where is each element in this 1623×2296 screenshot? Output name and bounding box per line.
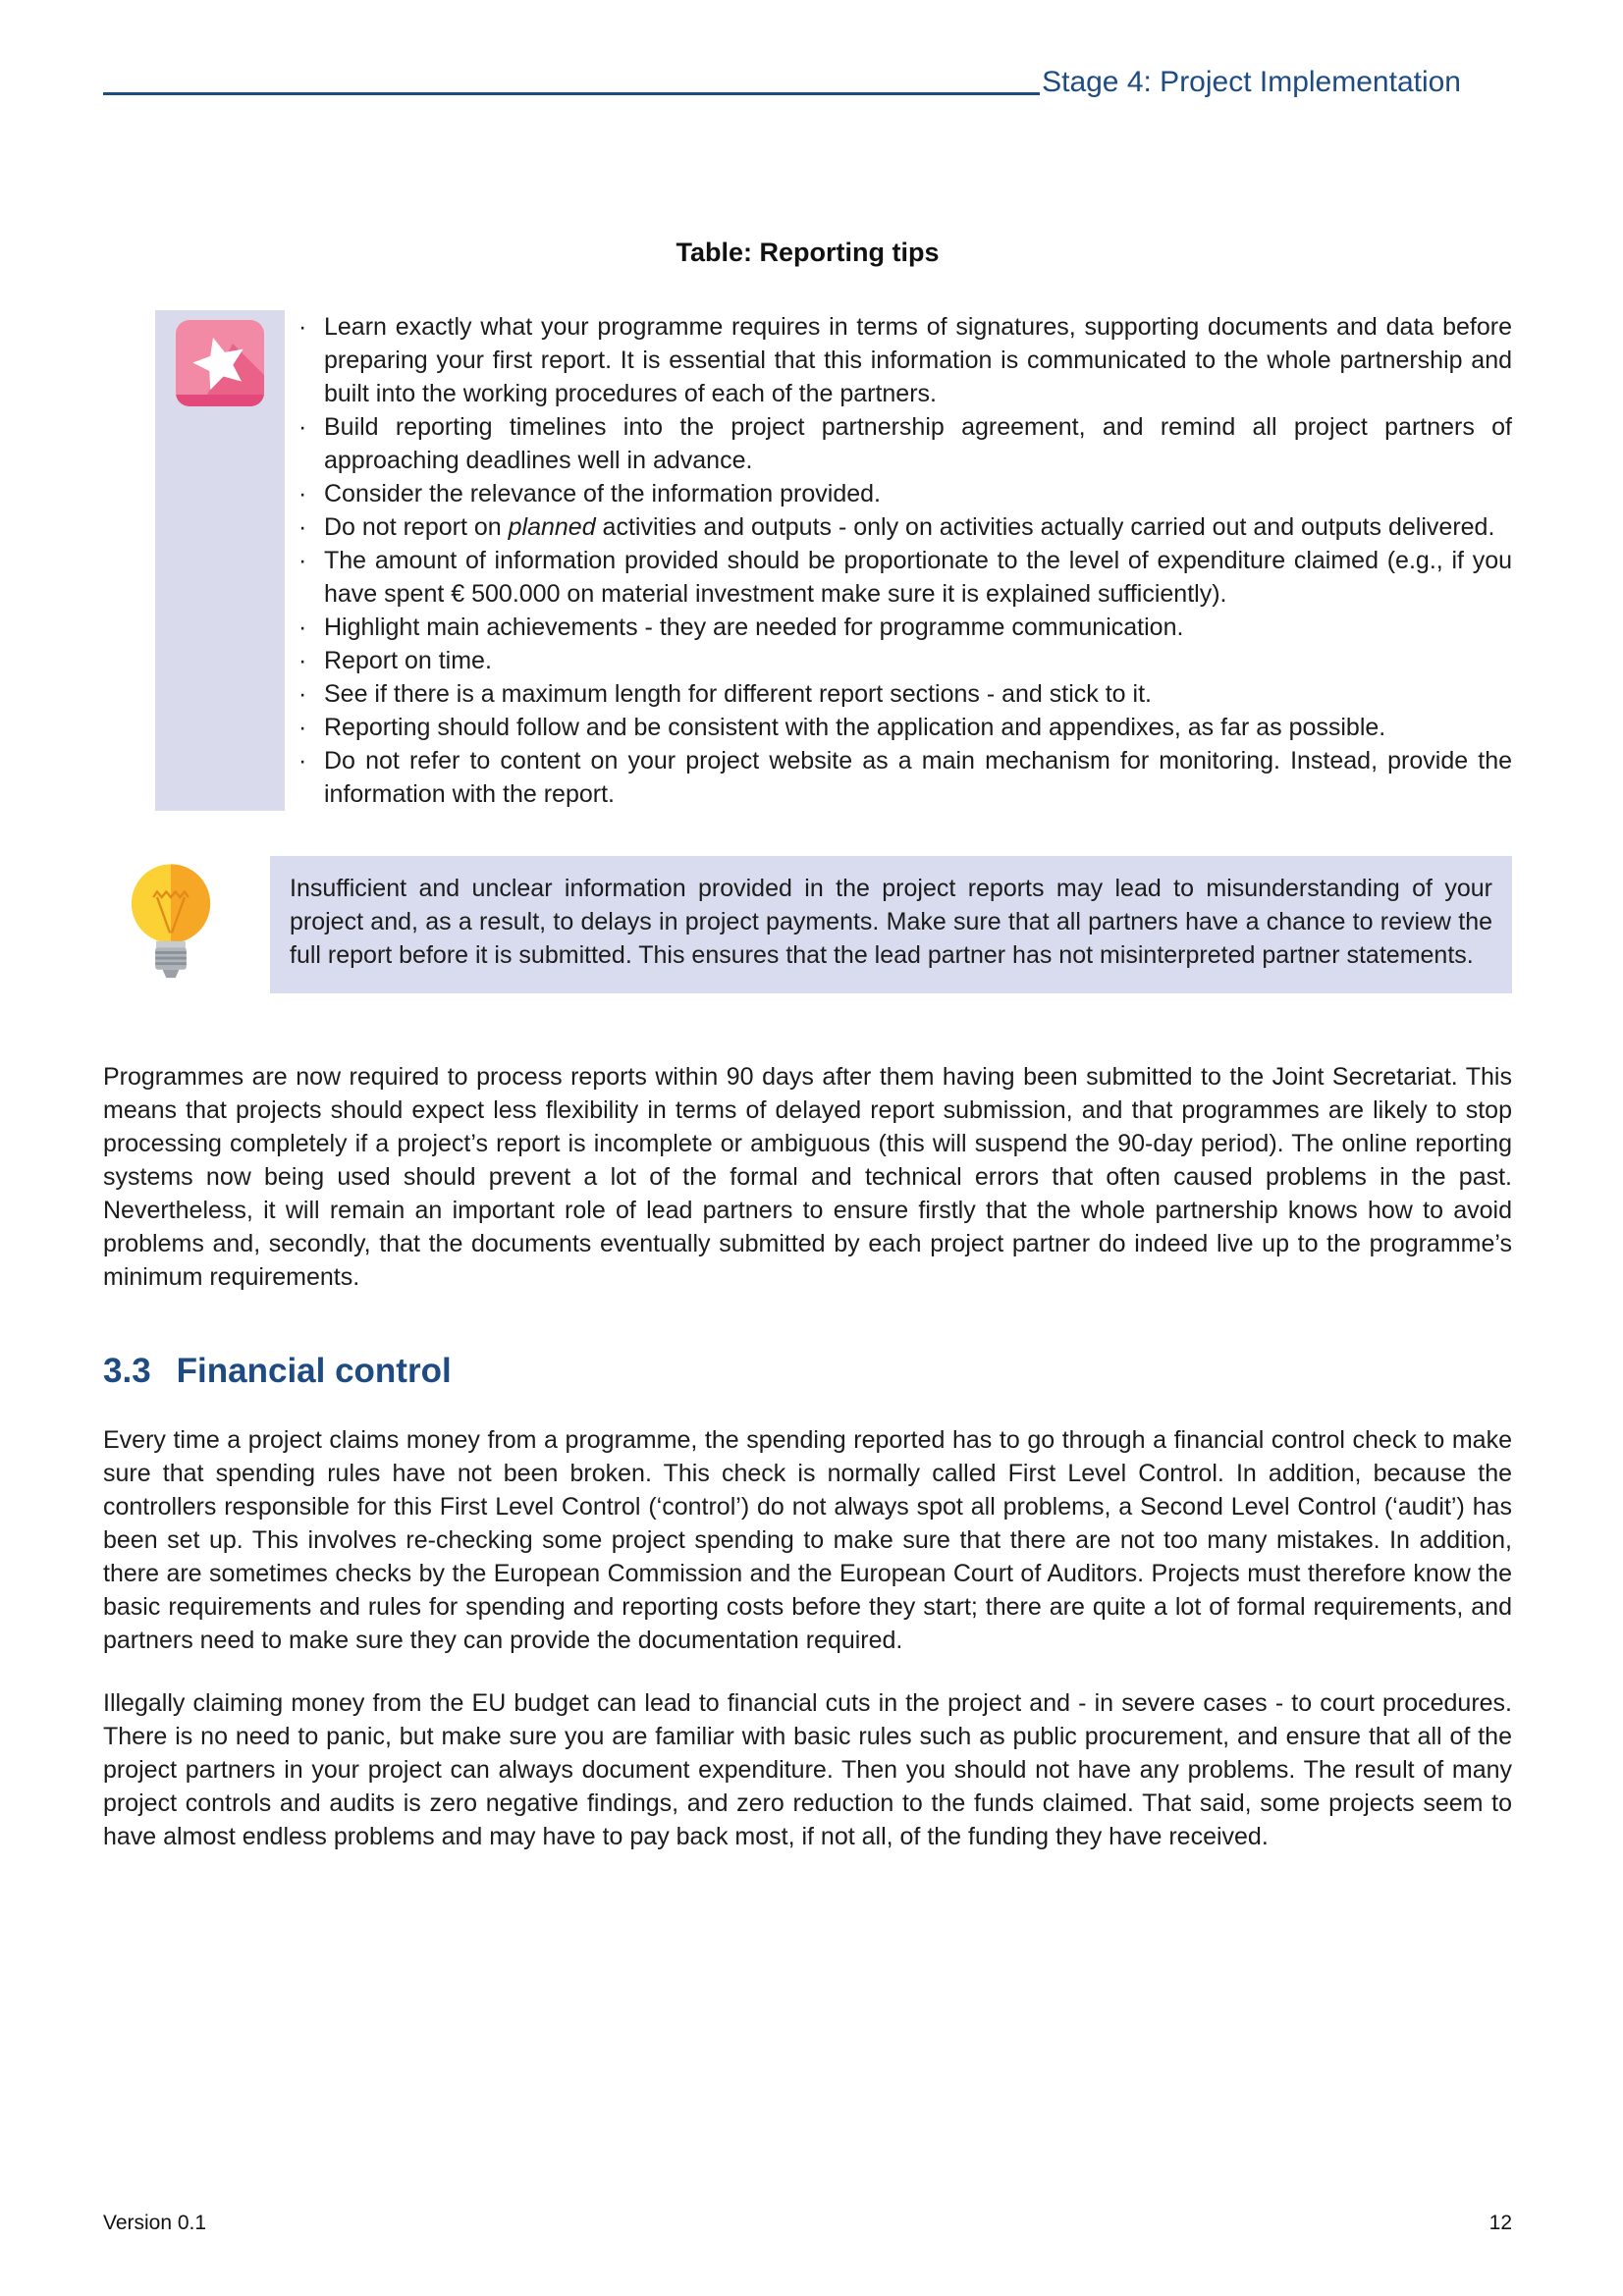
bullet-marker: · <box>298 313 307 341</box>
footer-page-number: 12 <box>1488 2212 1512 2234</box>
note-box: Insufficient and unclear information provided in the project reports may lead to misunderstanding of your project and, as a result, to delays in project payments. Make sure that all partners have a chance to review the full report before it is submitted. This ensures that the lead partner has not misinterpreted partner statements. <box>270 856 1512 993</box>
reporting-tips-section <box>103 310 1512 811</box>
table-title: Table: Reporting tips <box>676 238 940 267</box>
tip-text: Report on time. <box>324 647 492 674</box>
bullet-marker: · <box>298 747 307 774</box>
tip-text: Highlight main achievements - they are needed for programme communication. <box>324 614 1184 641</box>
tip-item <box>298 744 1512 811</box>
tips-list <box>285 310 1512 811</box>
section-paragraph: Every time a project claims money from a programme, the spending reported has to go through a financial control check to make sure that spending rules have not been broken. This check is normally called First Level Control. In addition, because the controllers responsible for this First Level Control (‘control’) do not always spot all problems, a Second Level Control (‘audit’) has been set up. This involves re-checking some project spending to make sure that there are not too many mistakes. In addition, there are sometimes checks by the European Commission and the European Court of Auditors. Projects must therefore know the basic requirements and rules for spending and reporting costs before they start; there are quite a lot of formal requirements, and partners need to make sure they can provide the documentation required. <box>103 1426 1512 1654</box>
tip-text: Do not report on planned activities and outputs - only on activities actually carried out and outputs delivered. <box>324 513 1495 541</box>
tip-item <box>298 477 1512 510</box>
star-icon <box>176 320 264 406</box>
tip-item <box>298 644 1512 677</box>
tip-text: Learn exactly what your programme requires in terms of signatures, supporting documents and data before preparing your first report. It is essential that this information is communicated to the whole partnership and built into the working procedures of each of the partners. <box>324 313 1512 407</box>
tip-text: Reporting should follow and be consistent with the application and appendixes, as far as possible. <box>324 714 1386 741</box>
page-header <box>103 67 1512 98</box>
header-title: Stage 4: Project Implementation <box>1042 66 1461 98</box>
tip-text: Do not refer to content on your project website as a main mechanism for monitoring. Instead, provide the information with the report. <box>324 747 1512 808</box>
tip-item <box>298 544 1512 611</box>
header-rule <box>103 92 1040 95</box>
tip-text: See if there is a maximum length for different report sections - and stick to it. <box>324 680 1152 708</box>
tip-item <box>298 310 1512 410</box>
tip-item <box>298 410 1512 477</box>
bullet-marker: · <box>298 614 307 641</box>
section-title: Financial control <box>176 1352 452 1390</box>
tip-text: The amount of information provided should be proportionate to the level of expenditure claimed (e.g., if you have spent € 500.000 on material investment make sure it is explained sufficiently). <box>324 547 1512 608</box>
bullet-marker: · <box>298 513 307 541</box>
tip-item <box>298 611 1512 644</box>
bullet-marker: · <box>298 714 307 741</box>
page-footer <box>103 2212 1512 2235</box>
footer-version: Version 0.1 <box>103 2212 207 2234</box>
lightbulb-icon <box>103 856 270 993</box>
section-paragraph: Illegally claiming money from the EU budget can lead to financial cuts in the project and - in severe cases - to court procedures. There is no need to panic, but make sure you are familiar with basic rules such as public procurement, and ensure that all of the project partners in your project can always document expenditure. Then you should not have any problems. The result of many project controls and audits is zero negative findings, and zero reduction to the funds claimed. That said, some projects seem to have almost endless problems and may have to pay back most, if not all, of the funding they have received. <box>103 1689 1512 1850</box>
tips-sidebar-bar <box>155 310 285 811</box>
bullet-marker: · <box>298 647 307 674</box>
note-section <box>103 856 1512 993</box>
tip-text: Build reporting timelines into the project partnership agreement, and remind all project partners of approaching deadlines well in advance. <box>324 413 1512 474</box>
bullet-marker: · <box>298 480 307 507</box>
tip-item <box>298 510 1512 544</box>
tip-item <box>298 711 1512 744</box>
bullet-marker: · <box>298 680 307 708</box>
section-heading <box>103 1353 1512 1390</box>
tip-item <box>298 677 1512 711</box>
tip-text: Consider the relevance of the information provided. <box>324 480 881 507</box>
bullet-marker: · <box>298 413 307 441</box>
bullet-marker: · <box>298 547 307 574</box>
section-number: 3.3 <box>103 1352 151 1390</box>
body-paragraph: Programmes are now required to process reports within 90 days after them having been submitted to the Joint Secretariat. This means that projects should expect less flexibility in terms of delayed report submission, and that programmes are likely to stop processing completely if a project’s report is incomplete or ambiguous (this will suspend the 90-day period). The online reporting systems now being used should prevent a lot of the formal and technical errors that often caused problems in the past. Nevertheless, it will remain an important role of lead partners to ensure firstly that the whole partnership knows how to avoid problems and, secondly, that the documents eventually submitted by each project partner do indeed live up to the programme’s minimum requirements. <box>103 1063 1512 1291</box>
